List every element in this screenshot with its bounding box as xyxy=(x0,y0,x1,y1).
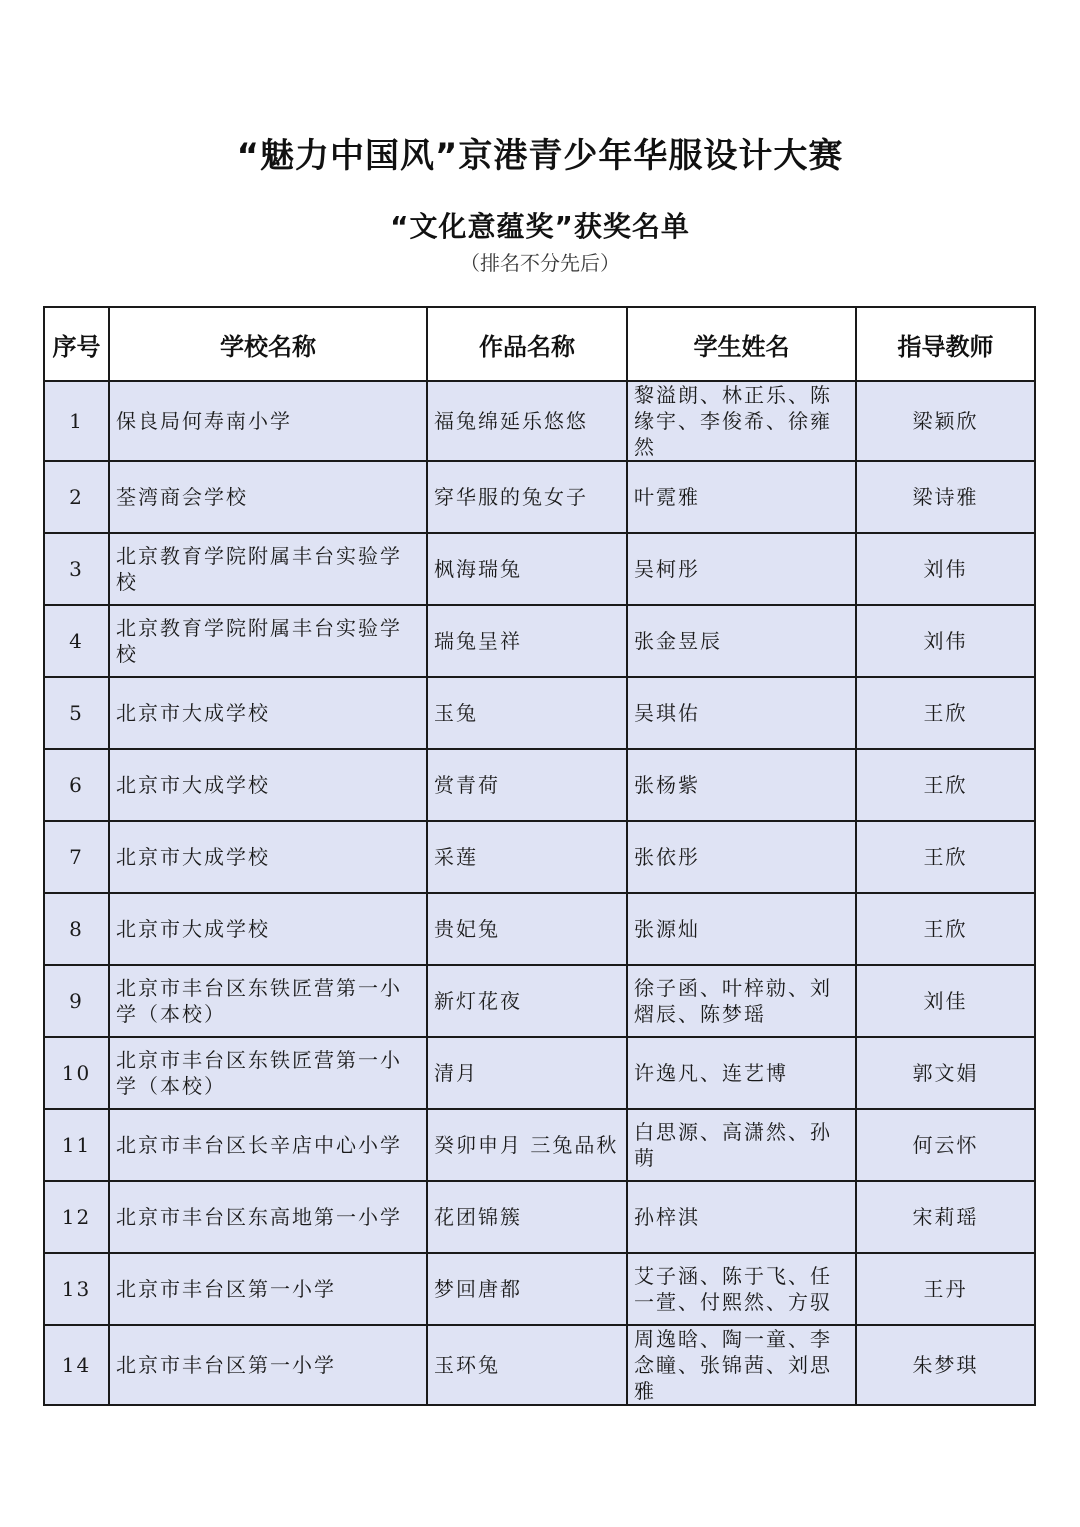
cell-work: 瑞兔呈祥 xyxy=(427,605,627,677)
table-row xyxy=(44,1109,1035,1181)
cell-students: 张金昱辰 xyxy=(627,605,856,677)
cell-school: 北京市丰台区第一小学 xyxy=(109,1253,427,1325)
cell-students: 张源灿 xyxy=(627,893,856,965)
cell-teacher: 王丹 xyxy=(856,1253,1035,1325)
cell-work: 花团锦簇 xyxy=(427,1181,627,1253)
cell-school: 北京市大成学校 xyxy=(109,821,427,893)
cell-teacher: 宋莉瑶 xyxy=(856,1181,1035,1253)
table-row xyxy=(44,677,1035,749)
table-row xyxy=(44,533,1035,605)
cell-teacher: 刘伟 xyxy=(856,605,1035,677)
table-row xyxy=(44,1325,1035,1405)
cell-students: 叶霓雅 xyxy=(627,461,856,533)
table-row xyxy=(44,605,1035,677)
header-number: 序号 xyxy=(44,307,109,381)
award-table xyxy=(43,306,1036,1406)
header-students: 学生姓名 xyxy=(627,307,856,381)
cell-students: 徐子函、叶梓勍、刘熠辰、陈梦瑶 xyxy=(627,965,856,1037)
cell-school: 荃湾商会学校 xyxy=(109,461,427,533)
cell-teacher: 王欣 xyxy=(856,749,1035,821)
cell-students: 张依彤 xyxy=(627,821,856,893)
cell-teacher: 刘伟 xyxy=(856,533,1035,605)
cell-number: 11 xyxy=(44,1109,109,1181)
cell-students: 吴柯彤 xyxy=(627,533,856,605)
table-header xyxy=(44,307,1035,381)
cell-teacher: 何云怀 xyxy=(856,1109,1035,1181)
cell-work: 梦回唐都 xyxy=(427,1253,627,1325)
cell-number: 4 xyxy=(44,605,109,677)
cell-school: 北京市丰台区长辛店中心小学 xyxy=(109,1109,427,1181)
table-body xyxy=(44,381,1035,1405)
cell-number: 10 xyxy=(44,1037,109,1109)
cell-students: 艾子涵、陈于飞、任一萱、付熙然、方驭 xyxy=(627,1253,856,1325)
cell-work: 贵妃兔 xyxy=(427,893,627,965)
cell-number: 13 xyxy=(44,1253,109,1325)
cell-number: 9 xyxy=(44,965,109,1037)
cell-students: 许逸凡、连艺博 xyxy=(627,1037,856,1109)
cell-students: 吴琪佑 xyxy=(627,677,856,749)
cell-work: 福兔绵延乐悠悠 xyxy=(427,381,627,461)
table-row xyxy=(44,1037,1035,1109)
table-row xyxy=(44,1253,1035,1325)
cell-number: 5 xyxy=(44,677,109,749)
cell-work: 枫海瑞兔 xyxy=(427,533,627,605)
cell-school: 北京市丰台区东高地第一小学 xyxy=(109,1181,427,1253)
cell-work: 穿华服的兔女子 xyxy=(427,461,627,533)
cell-teacher: 王欣 xyxy=(856,821,1035,893)
cell-number: 3 xyxy=(44,533,109,605)
header-work: 作品名称 xyxy=(427,307,627,381)
cell-work: 赏青荷 xyxy=(427,749,627,821)
cell-school: 北京市丰台区东铁匠营第一小学（本校） xyxy=(109,965,427,1037)
cell-teacher: 刘佳 xyxy=(856,965,1035,1037)
cell-teacher: 朱梦琪 xyxy=(856,1325,1035,1405)
cell-teacher: 王欣 xyxy=(856,677,1035,749)
cell-teacher: 梁颖欣 xyxy=(856,381,1035,461)
cell-work: 癸卯申月 三兔品秋 xyxy=(427,1109,627,1181)
cell-work: 采莲 xyxy=(427,821,627,893)
cell-school: 保良局何寿南小学 xyxy=(109,381,427,461)
table-row xyxy=(44,749,1035,821)
cell-school: 北京教育学院附属丰台实验学校 xyxy=(109,533,427,605)
table-row xyxy=(44,821,1035,893)
header-row xyxy=(44,307,1035,381)
cell-number: 6 xyxy=(44,749,109,821)
cell-number: 2 xyxy=(44,461,109,533)
cell-students: 白思源、高潇然、孙萌 xyxy=(627,1109,856,1181)
cell-students: 周逸晗、陶一童、李念瞳、张锦茜、刘思雅 xyxy=(627,1325,856,1405)
cell-number: 14 xyxy=(44,1325,109,1405)
header-school: 学校名称 xyxy=(109,307,427,381)
cell-work: 玉兔 xyxy=(427,677,627,749)
table-row xyxy=(44,461,1035,533)
cell-students: 黎溢朗、林正乐、陈缘宇、李俊希、徐雍然 xyxy=(627,381,856,461)
cell-school: 北京市大成学校 xyxy=(109,893,427,965)
ranking-note: （排名不分先后） xyxy=(460,251,620,275)
cell-number: 7 xyxy=(44,821,109,893)
header-teacher: 指导教师 xyxy=(856,307,1035,381)
cell-teacher: 梁诗雅 xyxy=(856,461,1035,533)
table-row xyxy=(44,965,1035,1037)
cell-school: 北京教育学院附属丰台实验学校 xyxy=(109,605,427,677)
table-row xyxy=(44,1181,1035,1253)
cell-students: 孙梓淇 xyxy=(627,1181,856,1253)
cell-work: 新灯花夜 xyxy=(427,965,627,1037)
cell-number: 12 xyxy=(44,1181,109,1253)
cell-school: 北京市大成学校 xyxy=(109,677,427,749)
document-title: “魅力中国风”京港青少年华服设计大赛 xyxy=(236,136,844,176)
cell-school: 北京市大成学校 xyxy=(109,749,427,821)
cell-number: 1 xyxy=(44,381,109,461)
award-list-subtitle: “文化意蕴奖”获奖名单 xyxy=(390,210,690,243)
cell-teacher: 王欣 xyxy=(856,893,1035,965)
cell-school: 北京市丰台区第一小学 xyxy=(109,1325,427,1405)
cell-number: 8 xyxy=(44,893,109,965)
cell-teacher: 郭文娟 xyxy=(856,1037,1035,1109)
table-row xyxy=(44,381,1035,461)
cell-work: 玉环兔 xyxy=(427,1325,627,1405)
cell-work: 清月 xyxy=(427,1037,627,1109)
cell-school: 北京市丰台区东铁匠营第一小学（本校） xyxy=(109,1037,427,1109)
table-row xyxy=(44,893,1035,965)
cell-students: 张杨紫 xyxy=(627,749,856,821)
